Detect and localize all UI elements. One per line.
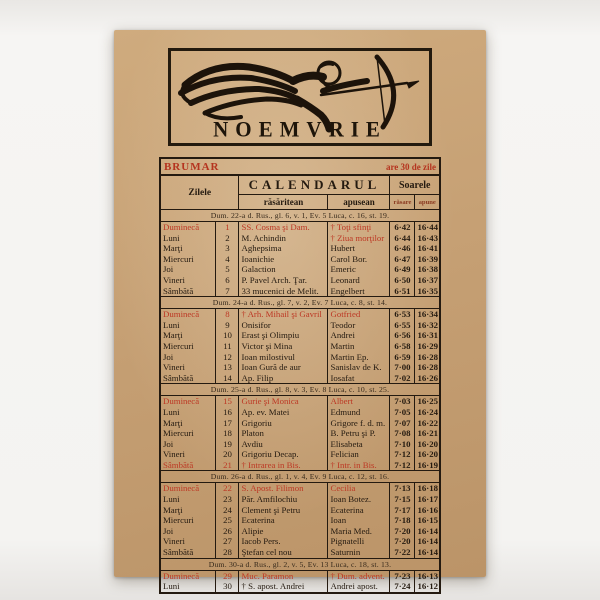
day-name: Duminecă [162, 396, 200, 407]
week-header: Dum. 24-a d. Rus., gl. 7, v. 2, Ev. 7 Luca, c. 8, st. 14. [160, 297, 440, 309]
western-saint: Edmund [328, 407, 390, 418]
day-name: Vineri [162, 362, 185, 373]
sunrise-time: 7·22 [390, 547, 415, 558]
day-number: 4 [216, 254, 239, 265]
eastern-saint: Iacob Pers. [239, 536, 328, 547]
day-number: 1 [216, 222, 239, 233]
day-name: Joi [162, 264, 174, 275]
eastern-saint: Păr. Amfilochiu [239, 494, 328, 505]
day-name: Sâmbătă [162, 459, 194, 470]
day-name: Miercuri [162, 428, 194, 439]
eastern-saint: Ap. ev. Matei [239, 407, 328, 418]
western-saint: Grigore f. d. m. [328, 418, 390, 429]
sunset-time: 16·21 [417, 428, 438, 439]
day-name: Luni [162, 406, 180, 417]
western-saint: † Toţi sfinţi [328, 222, 390, 233]
sunrise-time: 6·51 [390, 286, 415, 297]
day-name: Sâmbătă [162, 285, 194, 296]
day-number: 15 [216, 396, 239, 407]
sunset-time: 16·28 [417, 351, 438, 362]
day-number: 2 [216, 233, 239, 244]
sunset-time: 16·18 [417, 483, 438, 494]
western-saint: Pignatelli [328, 536, 390, 547]
sunset-time: 16·19 [417, 459, 438, 470]
table-row [160, 396, 440, 407]
day-number: 17 [216, 418, 239, 429]
western-saint: Felician [328, 449, 390, 460]
western-saint: Sanislav de K. [328, 362, 390, 373]
sunset-time: 16·35 [417, 285, 438, 296]
week-header: Dum. 30-a d. Rus., gl. 2, v. 5, Ev. 13 Luca, c. 18, st. 13. [160, 558, 440, 570]
day-name: Luni [162, 319, 180, 330]
eastern-saint: Erast şi Olimpiu [239, 330, 328, 341]
table-row [160, 570, 440, 581]
column-header-apusean: apusean [328, 195, 390, 210]
day-number: 21 [216, 460, 239, 471]
day-number: 10 [216, 330, 239, 341]
table-row [160, 515, 440, 526]
sunset-time: 16·39 [417, 253, 438, 264]
sunrise-time: 7·07 [390, 418, 415, 429]
sunset-time: 16·20 [417, 449, 438, 460]
day-name: Vineri [162, 536, 185, 547]
eastern-saint: SS. Cosma şi Dam. [239, 222, 328, 233]
sunset-time: 16·13 [417, 570, 438, 581]
table-row [160, 547, 440, 558]
day-number: 9 [216, 320, 239, 331]
day-name: Duminecă [162, 483, 200, 494]
sunset-time: 16·24 [417, 406, 438, 417]
western-saint: Elisabeta [328, 439, 390, 450]
day-number: 12 [216, 352, 239, 363]
sunset-time: 16·20 [417, 438, 438, 449]
eastern-saint: S. Apost. Filimon [239, 483, 328, 494]
day-name: Joi [162, 525, 174, 536]
day-name: Duminecă [162, 570, 200, 581]
day-name: Luni [162, 494, 180, 505]
western-saint: Andrei apost. [328, 581, 390, 593]
day-number: 26 [216, 526, 239, 537]
sunrise-time: 7·15 [390, 494, 415, 505]
sunset-time: 16·44 [417, 222, 438, 232]
eastern-saint: Ioan milostivul [239, 352, 328, 363]
eastern-saint: † Intrarea in Bis. [239, 460, 328, 471]
column-header-apune: apune [415, 195, 440, 210]
sunset-time: 16·12 [417, 581, 438, 592]
sunrise-time: 6·56 [390, 330, 415, 341]
sunrise-time: 7·13 [390, 483, 415, 494]
days-count-label: are 30 de zile [385, 161, 437, 172]
table-row [160, 330, 440, 341]
day-number: 27 [216, 536, 239, 547]
day-number: 11 [216, 341, 239, 352]
sunrise-time: 6·53 [390, 309, 415, 320]
day-number: 25 [216, 515, 239, 526]
sunset-time: 16·14 [417, 547, 438, 558]
western-saint: Ioan Botez. [328, 494, 390, 505]
eastern-saint: Ioanichie [239, 254, 328, 265]
sunset-time: 16·26 [417, 372, 438, 383]
column-header-calendarul: CALENDARUL [239, 175, 390, 195]
sunset-time: 16·25 [417, 396, 438, 407]
table-row [160, 352, 440, 363]
table-row [160, 341, 440, 352]
sunset-time: 16·14 [417, 525, 438, 536]
day-number: 16 [216, 407, 239, 418]
sunrise-time: 6·49 [390, 264, 415, 275]
eastern-saint: Muc. Paramon [239, 570, 328, 581]
sunrise-time: 6·55 [390, 320, 415, 331]
sunrise-time: 6·47 [390, 254, 415, 265]
sunset-time: 16·28 [417, 362, 438, 373]
sunset-time: 16·43 [417, 232, 438, 243]
day-name: Miercuri [162, 340, 194, 351]
eastern-saint: Victor şi Mina [239, 341, 328, 352]
eastern-saint: Platon [239, 428, 328, 439]
sunrise-time: 7·08 [390, 428, 415, 439]
month-title: NOEMVRIE [213, 116, 387, 142]
day-number: 19 [216, 439, 239, 450]
sunrise-time: 6·58 [390, 341, 415, 352]
sunrise-time: 7·10 [390, 439, 415, 450]
table-row [160, 460, 440, 471]
table-row [160, 418, 440, 429]
day-number: 28 [216, 547, 239, 558]
western-saint: Saturnin [328, 547, 390, 558]
western-saint: Carol Bor. [328, 254, 390, 265]
western-saint: Emeric [328, 264, 390, 275]
eastern-saint: Ioan Gură de aur [239, 362, 328, 373]
western-saint: B. Petru şi P. [328, 428, 390, 439]
table-row [160, 286, 440, 297]
eastern-saint: Aghepsima [239, 243, 328, 254]
sunset-time: 16·38 [417, 264, 438, 275]
western-saint: Gotfried [328, 309, 390, 320]
eastern-saint: Alipie [239, 526, 328, 537]
sunset-time: 16·14 [417, 536, 438, 547]
western-saint: Maria Med. [328, 526, 390, 537]
sunset-time: 16·34 [417, 309, 438, 320]
eastern-saint: Galaction [239, 264, 328, 275]
table-row [160, 407, 440, 418]
sunrise-time: 6·50 [390, 275, 415, 286]
western-saint: Martin [328, 341, 390, 352]
sunset-time: 16·16 [417, 504, 438, 515]
day-number: 18 [216, 428, 239, 439]
sunrise-time: 7·05 [390, 407, 415, 418]
calendar-body [160, 210, 440, 593]
eastern-saint: 33 mucenici de Melit. [239, 286, 328, 297]
table-row [160, 449, 440, 460]
eastern-saint: † Arh. Mihail şi Gavril [239, 309, 328, 320]
western-saint: Leonard [328, 275, 390, 286]
sunrise-time: 7·23 [390, 570, 415, 581]
sunset-time: 16·37 [417, 274, 438, 285]
sunrise-time: 7·12 [390, 449, 415, 460]
day-name: Joi [162, 351, 174, 362]
day-number: 6 [216, 275, 239, 286]
day-name: Sâmbătă [162, 372, 194, 383]
table-row [160, 264, 440, 275]
table-row [160, 428, 440, 439]
day-number: 22 [216, 483, 239, 494]
eastern-saint: † S. apost. Andrei [239, 581, 328, 593]
sunrise-time: 7·17 [390, 505, 415, 516]
day-name: Marţi [162, 243, 183, 254]
day-name: Luni [162, 581, 180, 592]
western-saint: Cecilia [328, 483, 390, 494]
day-name: Marţi [162, 417, 183, 428]
table-row [160, 494, 440, 505]
sunset-time: 16·31 [417, 330, 438, 341]
sunrise-time: 7·20 [390, 526, 415, 537]
table-row [160, 309, 440, 320]
illustration-frame [168, 48, 432, 146]
eastern-saint: P. Pavel Arch. Ţar. [239, 275, 328, 286]
western-saint: † Ziua morţilor [328, 233, 390, 244]
sunrise-time: 7·03 [390, 396, 415, 407]
western-saint: Andrei [328, 330, 390, 341]
week-header: Dum. 25-a d. Rus., gl. 8, v. 3, Ev. 8 Luca, c. 10, st. 25. [160, 384, 440, 396]
table-row [160, 536, 440, 547]
sunrise-time: 7·20 [390, 536, 415, 547]
day-number: 30 [216, 581, 239, 593]
table-row [160, 320, 440, 331]
sunset-time: 16·29 [417, 340, 438, 351]
brumar-label: BRUMAR [163, 160, 220, 173]
eastern-saint: Grigoriu Decap. [239, 449, 328, 460]
western-saint: Iosafat [328, 373, 390, 384]
western-saint: Martin Ep. [328, 352, 390, 363]
calendar-page [114, 30, 486, 592]
day-name: Luni [162, 232, 180, 243]
day-name: Vineri [162, 449, 185, 460]
day-name: Sâmbătă [162, 547, 194, 558]
day-number: 20 [216, 449, 239, 460]
day-number: 8 [216, 309, 239, 320]
western-saint: † Intr. in Bis. [328, 460, 390, 471]
day-number: 29 [216, 570, 239, 581]
day-number: 7 [216, 286, 239, 297]
column-header-rasare: răsare [390, 195, 415, 210]
eastern-saint: Avdiu [239, 439, 328, 450]
table-row [160, 373, 440, 384]
day-name: Miercuri [162, 253, 194, 264]
day-name: Marţi [162, 330, 183, 341]
sunrise-time: 6·44 [390, 233, 415, 244]
sunrise-time: 7·02 [390, 373, 415, 384]
eastern-saint: Clement şi Petru [239, 505, 328, 516]
table-row [160, 526, 440, 537]
eastern-saint: Ecaterina [239, 515, 328, 526]
day-name: Miercuri [162, 515, 194, 526]
day-name: Vineri [162, 274, 185, 285]
day-name: Joi [162, 438, 174, 449]
day-number: 3 [216, 243, 239, 254]
sunrise-time: 7·00 [390, 362, 415, 373]
column-header-soarele: Soarele [390, 175, 440, 195]
western-saint: Hubert [328, 243, 390, 254]
western-saint: Ioan [328, 515, 390, 526]
table-row [160, 243, 440, 254]
sunset-time: 16·41 [417, 243, 438, 254]
sunset-time: 16·22 [417, 417, 438, 428]
table-row [160, 362, 440, 373]
table-row [160, 505, 440, 516]
day-number: 5 [216, 264, 239, 275]
table-row [160, 581, 440, 593]
sunrise-time: 7·18 [390, 515, 415, 526]
sunrise-time: 6·42 [390, 222, 415, 233]
eastern-saint: Grigoriu [239, 418, 328, 429]
day-name: Marţi [162, 504, 183, 515]
week-header: Dum. 26-a d. Rus., gl. 1, v. 4, Ev. 9 Luca, c. 12, st. 16. [160, 471, 440, 483]
western-saint: Teodor [328, 320, 390, 331]
sunset-time: 16·32 [417, 319, 438, 330]
sunrise-time: 7·24 [390, 581, 415, 593]
table-row [160, 439, 440, 450]
western-saint: Albert [328, 396, 390, 407]
western-saint: Engelbert [328, 286, 390, 297]
sunset-time: 16·15 [417, 515, 438, 526]
western-saint: † Dum. advent. [328, 570, 390, 581]
table-row [160, 222, 440, 233]
day-name: Duminecă [162, 309, 200, 320]
column-header-zilele: Zilele [160, 175, 239, 210]
calendar-table [159, 157, 441, 594]
sunrise-time: 6·46 [390, 243, 415, 254]
column-header-rasaritean: răsăritean [239, 195, 328, 210]
day-number: 24 [216, 505, 239, 516]
day-number: 13 [216, 362, 239, 373]
table-row [160, 233, 440, 244]
eastern-saint: Ap. Filip [239, 373, 328, 384]
eastern-saint: Onisifor [239, 320, 328, 331]
eastern-saint: Gurie şi Monica [239, 396, 328, 407]
table-row [160, 275, 440, 286]
day-number: 14 [216, 373, 239, 384]
sunrise-time: 7·12 [390, 460, 415, 471]
eastern-saint: M. Achindin [239, 233, 328, 244]
eastern-saint: Ştefan cel nou [239, 547, 328, 558]
week-header: Dum. 22-a d. Rus., gl. 6, v. 1, Ev. 5 Luca, c. 16, st. 19. [160, 210, 440, 222]
day-number: 23 [216, 494, 239, 505]
western-saint: Ecaterina [328, 505, 390, 516]
sunset-time: 16·17 [417, 494, 438, 505]
day-name: Duminecă [162, 222, 200, 232]
table-row [160, 254, 440, 265]
sunrise-time: 6·59 [390, 352, 415, 363]
table-row [160, 483, 440, 494]
